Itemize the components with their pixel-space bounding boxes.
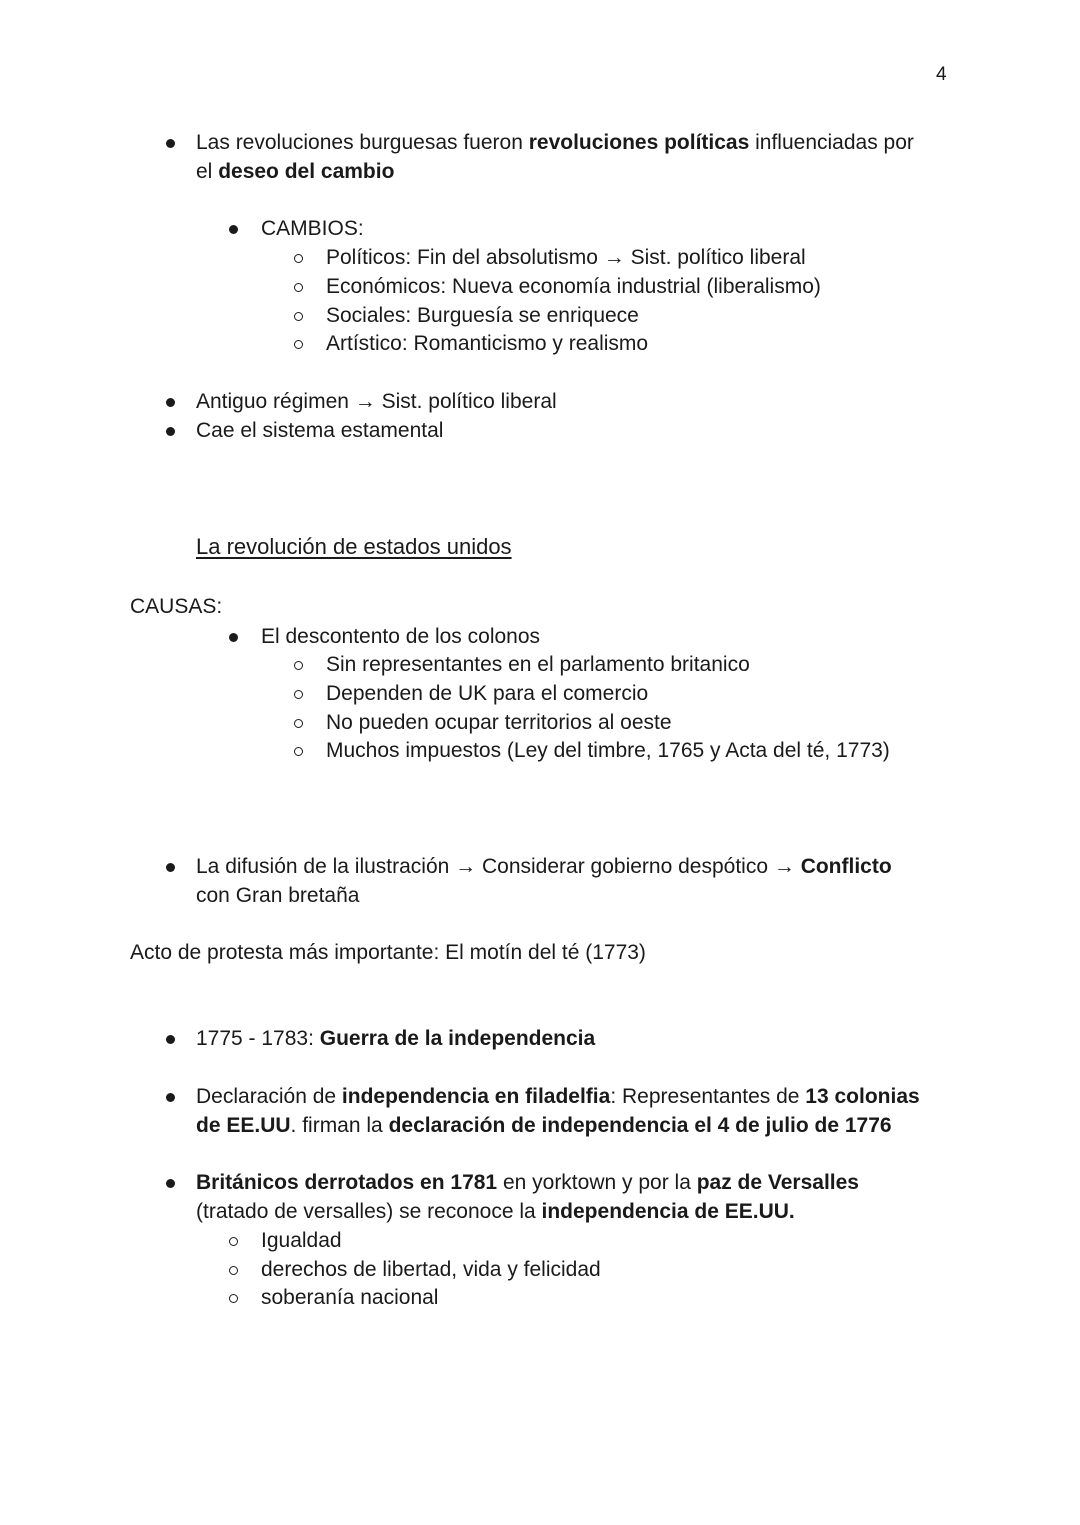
text: Económicos: Nueva economía industrial (liberalismo) — [326, 275, 821, 298]
bold-text: independencia de EE.UU. — [541, 1200, 795, 1223]
text-line — [326, 302, 639, 330]
text-line — [196, 1112, 892, 1140]
text: Sin representantes en el parlamento britanico — [326, 653, 750, 676]
text: El descontento de los colonos — [261, 625, 541, 648]
text-line — [326, 680, 648, 708]
text-line — [261, 1284, 438, 1312]
text: Dependen de UK para el comercio — [326, 682, 649, 705]
bullet-circle-icon — [294, 747, 303, 756]
bold-text: 13 colonias — [805, 1085, 920, 1108]
bullet-circle-icon — [294, 283, 303, 292]
text-line — [326, 651, 750, 679]
bullet-dot-icon — [166, 1179, 175, 1188]
text-line — [326, 737, 890, 765]
text: en yorktown y por la — [497, 1171, 697, 1194]
text: Las revoluciones burguesas fueron — [196, 131, 529, 154]
bullet-circle-icon — [229, 1237, 238, 1246]
text-line — [196, 1169, 859, 1197]
text: Antiguo régimen → Sist. político liberal — [196, 390, 557, 413]
text-line — [196, 853, 892, 881]
bold-text: de EE.UU — [196, 1114, 291, 1137]
bold-text: Británicos derrotados en 1781 — [196, 1171, 498, 1194]
bullet-circle-icon — [294, 690, 303, 699]
page-number: 4 — [936, 64, 947, 85]
bullet-dot-icon — [166, 1035, 175, 1044]
text-line — [196, 417, 443, 445]
bullet-dot-icon — [166, 139, 175, 148]
bold-text: declaración de independencia el 4 de julio de 1776 — [388, 1114, 892, 1137]
text-line — [261, 215, 364, 243]
bullet-circle-icon — [229, 1266, 238, 1275]
text-line — [196, 1083, 920, 1111]
text: el — [196, 160, 219, 183]
bullet-dot-icon — [229, 225, 238, 234]
text-line — [130, 939, 646, 967]
bullet-dot-icon — [166, 863, 175, 872]
text-line — [196, 1025, 595, 1053]
text: CAMBIOS: — [261, 217, 364, 240]
text: . firman la — [290, 1114, 389, 1137]
bullet-circle-icon — [294, 340, 303, 349]
section-heading: La revolución de estados unidos — [196, 534, 512, 559]
text: Igualdad — [261, 1229, 342, 1252]
bullet-dot-icon — [166, 398, 175, 407]
text-line — [130, 593, 222, 621]
text: : Representantes de — [610, 1085, 806, 1108]
text: 1775 - 1783: — [196, 1027, 320, 1050]
text: Acto de protesta más importante: El motín del té (1773) — [130, 941, 646, 964]
text: Políticos: Fin del absolutismo → Sist. político liberal — [326, 246, 806, 269]
bullet-dot-icon — [166, 1093, 175, 1102]
text-line — [196, 158, 394, 186]
text: No pueden ocupar territorios al oeste — [326, 711, 672, 734]
text-line — [196, 129, 914, 157]
bold-text: deseo del cambio — [218, 160, 395, 183]
text-line — [326, 273, 821, 301]
text-line — [326, 244, 806, 272]
bullet-dot-icon — [229, 633, 238, 642]
bullet-circle-icon — [294, 661, 303, 670]
text: Sociales: Burguesía se enriquece — [326, 304, 639, 327]
text: Muchos impuestos (Ley del timbre, 1765 y Acta del té, 1773) — [326, 739, 890, 762]
bold-text: revoluciones políticas — [528, 131, 750, 154]
text: Declaración de — [196, 1085, 342, 1108]
text: Artístico: Romanticismo y realismo — [326, 332, 649, 355]
text: con Gran bretaña — [196, 884, 360, 907]
text-line — [261, 623, 540, 651]
bold-text: Guerra de la independencia — [319, 1027, 596, 1050]
bullet-circle-icon — [294, 254, 303, 263]
bold-text: independencia en filadelfia — [341, 1085, 611, 1108]
bullet-circle-icon — [294, 312, 303, 321]
bold-text: Conflicto — [800, 855, 892, 878]
text: soberanía nacional — [261, 1286, 439, 1309]
text: influenciadas por — [749, 131, 914, 154]
text-line — [196, 1198, 795, 1226]
text: derechos de libertad, vida y felicidad — [261, 1258, 601, 1281]
text-line — [196, 882, 359, 910]
text: CAUSAS: — [130, 595, 223, 618]
text: La difusión de la ilustración → Considerar gobierno despótico → — [196, 855, 801, 878]
text-line — [326, 330, 648, 358]
text: Cae el sistema estamental — [196, 419, 444, 442]
bullet-dot-icon — [166, 427, 175, 436]
text-line — [261, 1227, 342, 1255]
bullet-circle-icon — [294, 719, 303, 728]
text: (tratado de versalles) se reconoce la — [196, 1200, 542, 1223]
text-line — [196, 388, 557, 416]
text-line — [326, 709, 672, 737]
bold-text: paz de Versalles — [696, 1171, 859, 1194]
text-line — [261, 1256, 601, 1284]
bullet-circle-icon — [229, 1294, 238, 1303]
